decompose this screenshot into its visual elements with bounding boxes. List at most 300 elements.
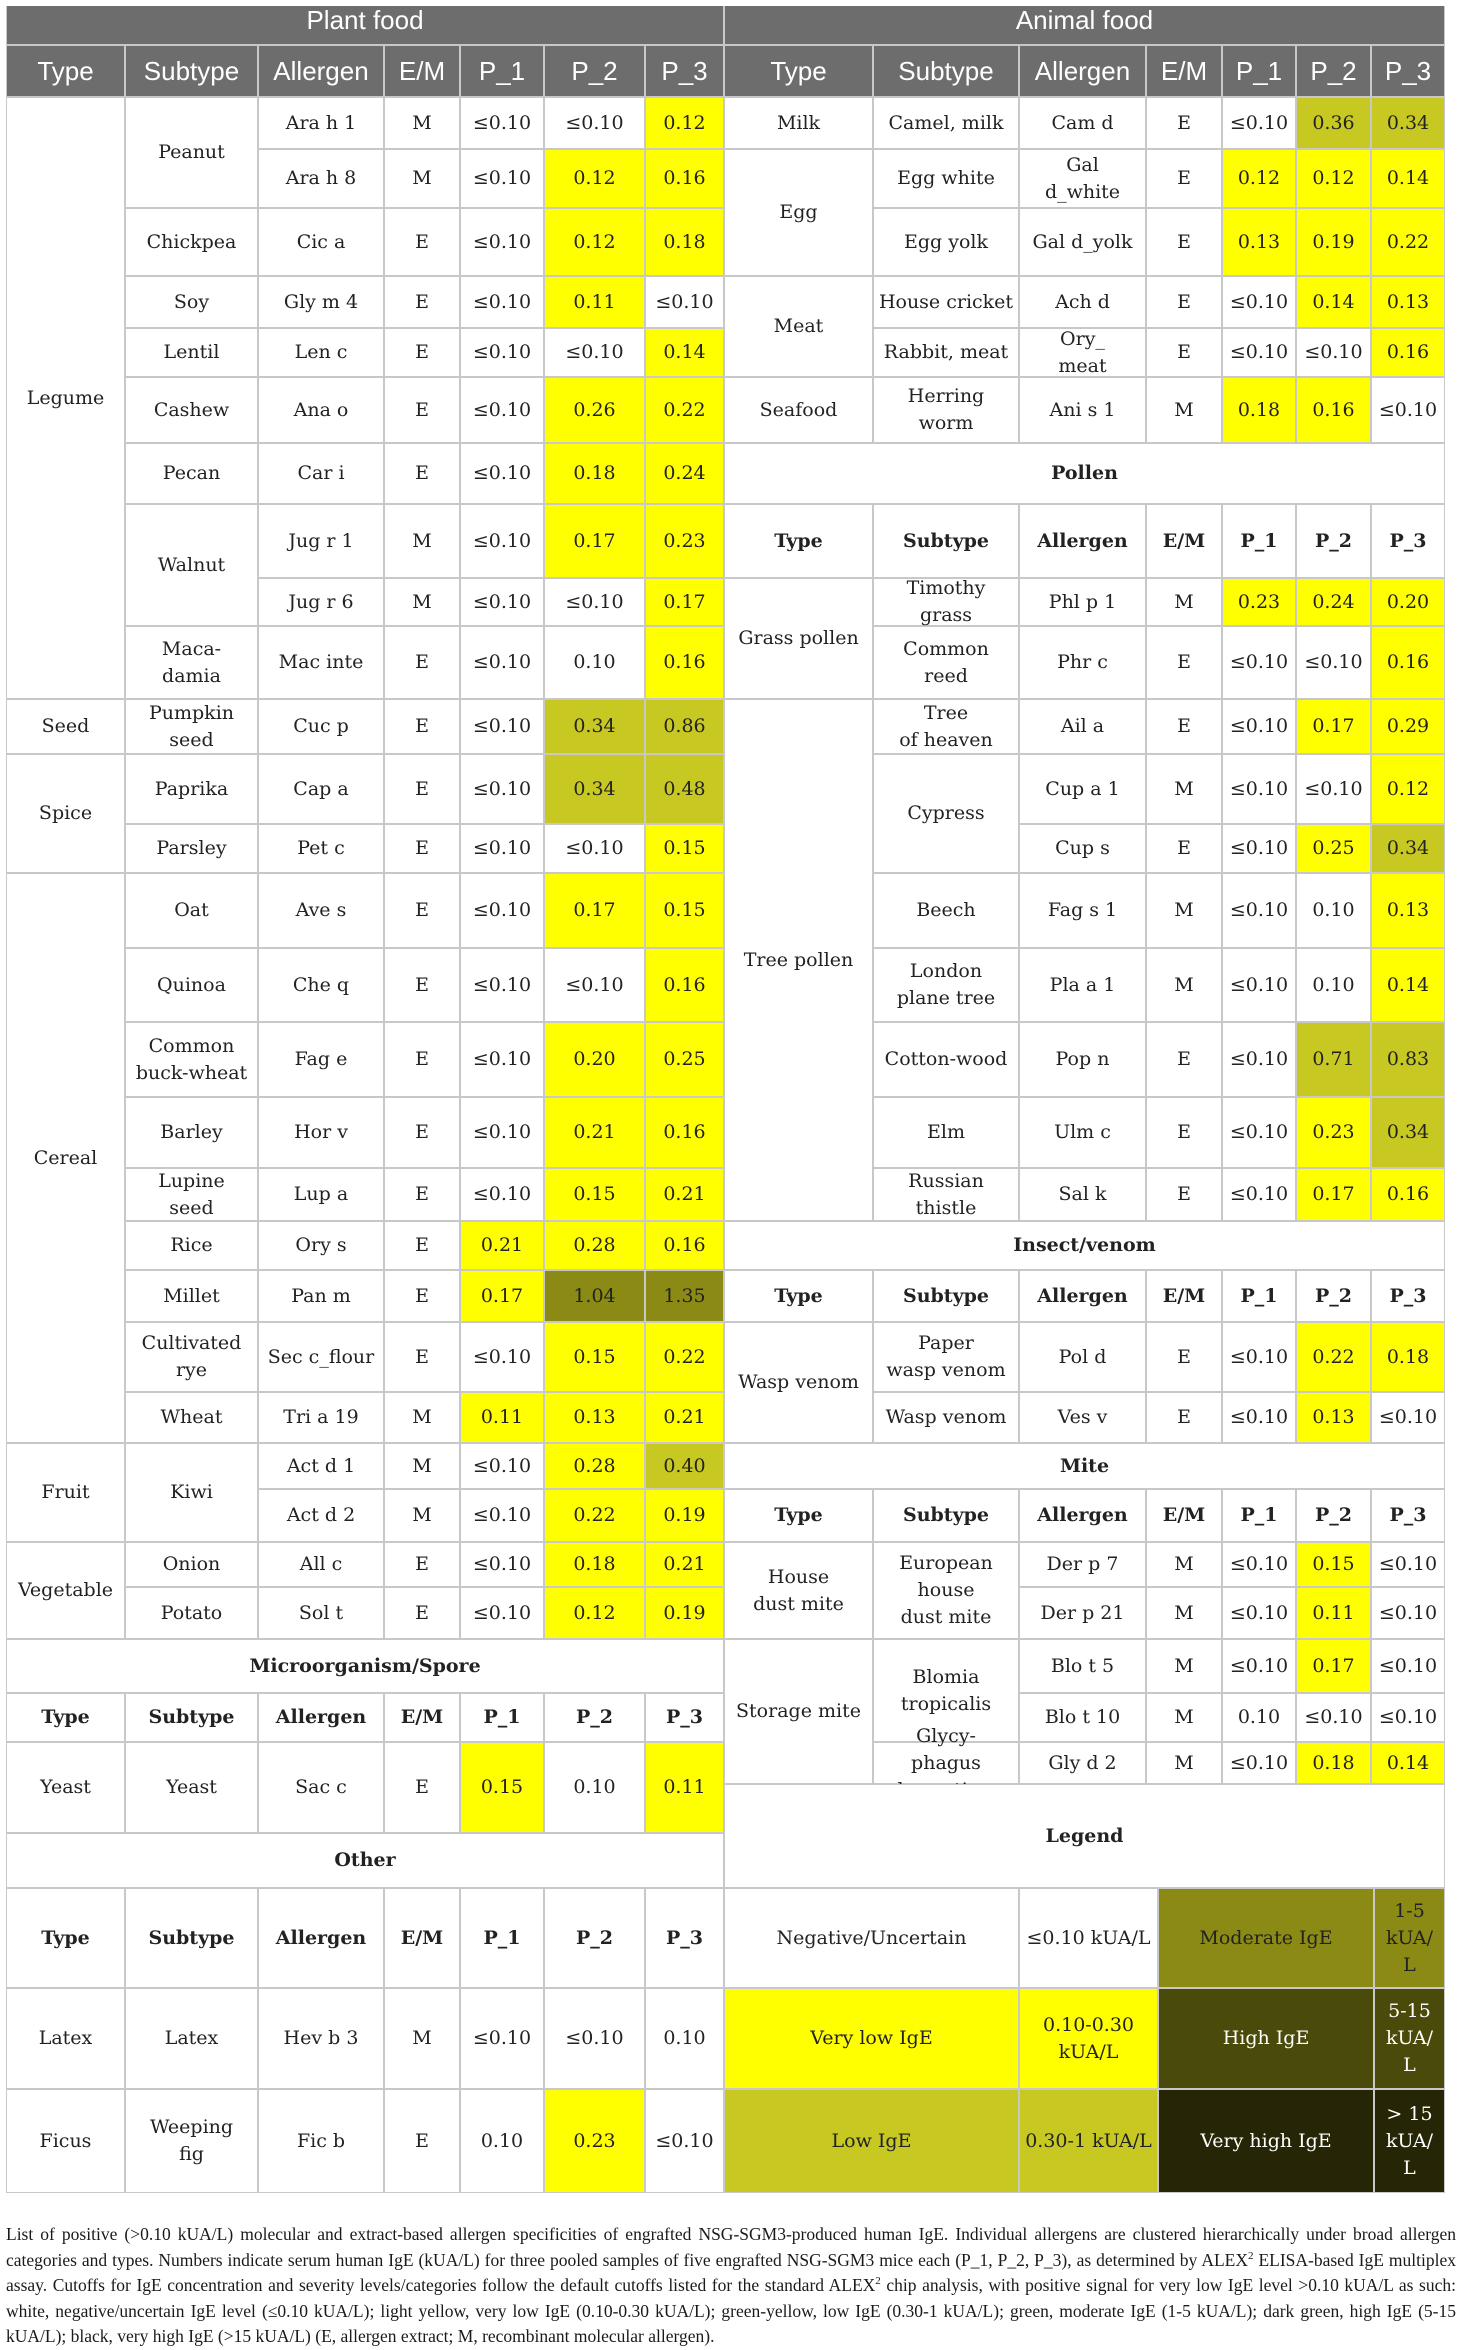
micro-col-p3: P_3 — [645, 1693, 724, 1742]
caption-superscript-1: 2 — [1247, 2249, 1254, 2262]
plant-row-21-allergen: Tri a 19 — [258, 1392, 384, 1443]
plant-row-5-allergen: Ana o — [258, 377, 384, 443]
other-title: Other — [6, 1833, 724, 1888]
animal-col-p2: P_2 — [1296, 45, 1371, 97]
insect-col-em: E/M — [1146, 1270, 1222, 1322]
plant-row-21-p1: 0.11 — [460, 1392, 544, 1443]
plant-subtype-20: Kiwi — [125, 1443, 258, 1542]
pollen-row-8-allergen: Ulm c — [1019, 1097, 1146, 1168]
animal-col-subtype: Subtype — [873, 45, 1019, 97]
animal-row-3-em: E — [1146, 276, 1222, 328]
mite-row-1-p2: 0.11 — [1296, 1587, 1371, 1639]
plant-col-subtype: Subtype — [125, 45, 258, 97]
mite-row-4-allergen: Gly d 2 — [1019, 1742, 1146, 1784]
micro-p2: 0.10 — [544, 1742, 645, 1833]
plant-subtype-18: Cultivated rye — [125, 1322, 258, 1392]
plant-row-0-p3: 0.12 — [645, 97, 724, 149]
plant-row-20-p3: 0.22 — [645, 1322, 724, 1392]
insect-col-p2: P_2 — [1296, 1270, 1371, 1322]
plant-row-15-allergen: Fag e — [258, 1022, 384, 1097]
mite-row-4-p3: 0.14 — [1371, 1742, 1445, 1784]
plant-row-20-p2: 0.15 — [544, 1322, 645, 1392]
animal-row-4-allergen: Ory_ meat — [1019, 328, 1146, 377]
animal-row-1-p2: 0.12 — [1296, 149, 1371, 208]
mite-row-1-em: M — [1146, 1587, 1222, 1639]
plant-row-16-p2: 0.21 — [544, 1097, 645, 1168]
other-p3-1: ≤0.10 — [645, 2089, 724, 2193]
plant-row-17-p3: 0.21 — [645, 1168, 724, 1221]
pollen-row-7-em: E — [1146, 1022, 1222, 1097]
plant-type-2: Spice — [6, 754, 125, 873]
pollen-row-9-p1: ≤0.10 — [1222, 1168, 1296, 1221]
insect-row-1-p2: 0.13 — [1296, 1392, 1371, 1443]
plant-row-22-p2: 0.28 — [544, 1443, 645, 1489]
plant-row-10-allergen: Cuc p — [258, 699, 384, 754]
pollen-row-5-p2: 0.10 — [1296, 873, 1371, 948]
pollen-row-5-em: M — [1146, 873, 1222, 948]
mite-row-2-allergen: Blo t 5 — [1019, 1639, 1146, 1693]
plant-row-9-em: E — [384, 626, 460, 699]
plant-row-6-em: E — [384, 443, 460, 504]
animal-subtype-5: Herring worm — [873, 377, 1019, 443]
pollen-row-3-p2: ≤0.10 — [1296, 754, 1371, 824]
pollen-row-2-em: E — [1146, 699, 1222, 754]
plant-row-1-p1: ≤0.10 — [460, 149, 544, 208]
plant-subtype-12: Quinoa — [125, 948, 258, 1022]
animal-row-3-allergen: Ach d — [1019, 276, 1146, 328]
mite-row-3-allergen: Blo t 10 — [1019, 1693, 1146, 1742]
plant-subtype-11: Oat — [125, 873, 258, 948]
plant-row-2-p3: 0.18 — [645, 208, 724, 276]
plant-row-13-p1: ≤0.10 — [460, 873, 544, 948]
mite-row-4-p2: 0.18 — [1296, 1742, 1371, 1784]
plant-row-2-p1: ≤0.10 — [460, 208, 544, 276]
mite-row-0-p3: ≤0.10 — [1371, 1542, 1445, 1587]
mite-row-3-p3: ≤0.10 — [1371, 1693, 1445, 1742]
plant-row-2-em: E — [384, 208, 460, 276]
plant-row-8-p1: ≤0.10 — [460, 578, 544, 626]
plant-subtype-4: Cashew — [125, 377, 258, 443]
other-p3-0: 0.10 — [645, 1988, 724, 2089]
plant-type-4: Fruit — [6, 1443, 125, 1542]
plant-subtype-15: Lupine seed — [125, 1168, 258, 1221]
animal-col-em: E/M — [1146, 45, 1222, 97]
plant-row-17-em: E — [384, 1168, 460, 1221]
animal-row-0-p1: ≤0.10 — [1222, 97, 1296, 149]
pollen-col-p1: P_1 — [1222, 504, 1296, 578]
plant-row-23-p3: 0.19 — [645, 1489, 724, 1542]
mite-row-2-p2: 0.17 — [1296, 1639, 1371, 1693]
insect-row-1-p1: ≤0.10 — [1222, 1392, 1296, 1443]
plant-row-1-p3: 0.16 — [645, 149, 724, 208]
pollen-subtype-7: Elm — [873, 1097, 1019, 1168]
animal-row-1-em: E — [1146, 149, 1222, 208]
plant-row-12-p1: ≤0.10 — [460, 824, 544, 873]
legend-label-5: Very high IgE — [1158, 2089, 1374, 2193]
pollen-row-1-p1: ≤0.10 — [1222, 626, 1296, 699]
pollen-subtype-8: Russian thistle — [873, 1168, 1019, 1221]
other-col-p1: P_1 — [460, 1888, 544, 1988]
mite-row-1-allergen: Der p 21 — [1019, 1587, 1146, 1639]
plant-row-25-allergen: Sol t — [258, 1587, 384, 1639]
animal-col-p1: P_1 — [1222, 45, 1296, 97]
animal-row-0-em: E — [1146, 97, 1222, 149]
plant-row-9-p2: 0.10 — [544, 626, 645, 699]
mite-col-allergen: Allergen — [1019, 1489, 1146, 1542]
plant-row-17-allergen: Lup a — [258, 1168, 384, 1221]
pollen-row-7-p2: 0.71 — [1296, 1022, 1371, 1097]
micro-col-subtype: Subtype — [125, 1693, 258, 1742]
animal-row-5-p3: ≤0.10 — [1371, 377, 1445, 443]
pollen-subtype-1: Common reed — [873, 626, 1019, 699]
plant-row-1-em: M — [384, 149, 460, 208]
plant-row-11-allergen: Cap a — [258, 754, 384, 824]
plant-row-5-p1: ≤0.10 — [460, 377, 544, 443]
plant-row-19-allergen: Pan m — [258, 1270, 384, 1322]
other-subtype-1: Weeping fig — [125, 2089, 258, 2193]
animal-row-4-p3: 0.16 — [1371, 328, 1445, 377]
plant-row-11-p2: 0.34 — [544, 754, 645, 824]
pollen-row-9-allergen: Sal k — [1019, 1168, 1146, 1221]
insect-row-1-p3: ≤0.10 — [1371, 1392, 1445, 1443]
plant-row-7-em: M — [384, 504, 460, 578]
plant-row-14-em: E — [384, 948, 460, 1022]
pollen-row-0-p2: 0.24 — [1296, 578, 1371, 626]
plant-row-16-em: E — [384, 1097, 460, 1168]
mite-row-3-p2: ≤0.10 — [1296, 1693, 1371, 1742]
plant-row-1-allergen: Ara h 8 — [258, 149, 384, 208]
plant-row-25-p1: ≤0.10 — [460, 1587, 544, 1639]
pollen-row-5-p1: ≤0.10 — [1222, 873, 1296, 948]
plant-col-p2: P_2 — [544, 45, 645, 97]
plant-subtype-13: Common buck-wheat — [125, 1022, 258, 1097]
plant-row-11-p3: 0.48 — [645, 754, 724, 824]
plant-row-21-p2: 0.13 — [544, 1392, 645, 1443]
plant-row-9-p3: 0.16 — [645, 626, 724, 699]
animal-row-3-p3: 0.13 — [1371, 276, 1445, 328]
plant-row-16-p1: ≤0.10 — [460, 1097, 544, 1168]
other-p2-1: 0.23 — [544, 2089, 645, 2193]
plant-row-8-allergen: Jug r 6 — [258, 578, 384, 626]
mite-row-3-p1: 0.10 — [1222, 1693, 1296, 1742]
mite-subtype-0: European house dust mite — [873, 1542, 1019, 1639]
animal-col-p3: P_3 — [1371, 45, 1445, 97]
plant-row-10-em: E — [384, 699, 460, 754]
micro-subtype: Yeast — [125, 1742, 258, 1833]
plant-row-4-p3: 0.14 — [645, 328, 724, 377]
plant-row-18-em: E — [384, 1221, 460, 1270]
pollen-col-subtype: Subtype — [873, 504, 1019, 578]
animal-row-5-p1: 0.18 — [1222, 377, 1296, 443]
plant-row-7-allergen: Jug r 1 — [258, 504, 384, 578]
plant-subtype-5: Pecan — [125, 443, 258, 504]
plant-row-10-p2: 0.34 — [544, 699, 645, 754]
plant-row-11-p1: ≤0.10 — [460, 754, 544, 824]
pollen-row-6-p1: ≤0.10 — [1222, 948, 1296, 1022]
insect-row-0-p2: 0.22 — [1296, 1322, 1371, 1392]
plant-col-allergen: Allergen — [258, 45, 384, 97]
plant-row-24-allergen: All c — [258, 1542, 384, 1587]
pollen-row-4-p2: 0.25 — [1296, 824, 1371, 873]
other-col-p3: P_3 — [645, 1888, 724, 1988]
mite-row-2-em: M — [1146, 1639, 1222, 1693]
plant-row-3-p2: 0.11 — [544, 276, 645, 328]
pollen-row-5-allergen: Fag s 1 — [1019, 873, 1146, 948]
animal-row-5-allergen: Ani s 1 — [1019, 377, 1146, 443]
plant-subtype-3: Lentil — [125, 328, 258, 377]
plant-subtype-21: Onion — [125, 1542, 258, 1587]
plant-row-17-p2: 0.15 — [544, 1168, 645, 1221]
pollen-row-9-p3: 0.16 — [1371, 1168, 1445, 1221]
legend-range-1: 0.10-0.30 kUA/L — [1019, 1988, 1158, 2089]
other-col-type: Type — [6, 1888, 125, 1988]
mite-col-em: E/M — [1146, 1489, 1222, 1542]
plant-row-18-p3: 0.16 — [645, 1221, 724, 1270]
pollen-row-6-em: M — [1146, 948, 1222, 1022]
pollen-row-8-p2: 0.23 — [1296, 1097, 1371, 1168]
pollen-row-4-p3: 0.34 — [1371, 824, 1445, 873]
plant-row-24-p2: 0.18 — [544, 1542, 645, 1587]
plant-row-11-em: E — [384, 754, 460, 824]
pollen-row-2-allergen: Ail a — [1019, 699, 1146, 754]
pollen-row-8-p1: ≤0.10 — [1222, 1097, 1296, 1168]
micro-p1: 0.15 — [460, 1742, 544, 1833]
mite-col-subtype: Subtype — [873, 1489, 1019, 1542]
plant-row-15-p2: 0.20 — [544, 1022, 645, 1097]
plant-row-5-p3: 0.22 — [645, 377, 724, 443]
mite-type-1: Storage mite — [724, 1639, 873, 1784]
mite-row-0-p1: ≤0.10 — [1222, 1542, 1296, 1587]
animal-type-2: Meat — [724, 276, 873, 377]
plant-row-4-allergen: Len c — [258, 328, 384, 377]
plant-subtype-8: Pumpkin seed — [125, 699, 258, 754]
animal-row-5-p2: 0.16 — [1296, 377, 1371, 443]
other-allergen-1: Fic b — [258, 2089, 384, 2193]
animal-subtype-4: Rabbit, meat — [873, 328, 1019, 377]
caption-part-3: chip analysis, with positive signal for very low IgE level >0.10 kUA/L as such: white, negative/uncertain IgE level (≤0.10 kUA/L); light yellow, very low IgE (0.10-0.30 kUA/L); green-yellow, low IgE (0.30-1 kUA/L); green, moderate IgE (1-5 kUA/L); dark green, high IgE (5-15 kUA/L); black, very high IgE (>15 kUA/L) (E, allergen extract; M, recombinant molecular allergen). — [6, 2275, 1456, 2346]
legend-label-4: High IgE — [1158, 1988, 1374, 2089]
animal-type-0: Milk — [724, 97, 873, 149]
mite-row-2-p1: ≤0.10 — [1222, 1639, 1296, 1693]
mite-title: Mite — [724, 1443, 1445, 1489]
pollen-row-0-em: M — [1146, 578, 1222, 626]
plant-row-13-em: E — [384, 873, 460, 948]
plant-row-15-p1: ≤0.10 — [460, 1022, 544, 1097]
plant-row-21-p3: 0.21 — [645, 1392, 724, 1443]
plant-row-3-allergen: Gly m 4 — [258, 276, 384, 328]
plant-row-23-p2: 0.22 — [544, 1489, 645, 1542]
plant-row-0-em: M — [384, 97, 460, 149]
animal-row-0-allergen: Cam d — [1019, 97, 1146, 149]
micro-p3: 0.11 — [645, 1742, 724, 1833]
pollen-row-9-p2: 0.17 — [1296, 1168, 1371, 1221]
animal-subtype-1: Egg white — [873, 149, 1019, 208]
plant-subtype-2: Soy — [125, 276, 258, 328]
plant-row-12-allergen: Pet c — [258, 824, 384, 873]
pollen-row-2-p1: ≤0.10 — [1222, 699, 1296, 754]
plant-row-0-p2: ≤0.10 — [544, 97, 645, 149]
plant-row-22-p1: ≤0.10 — [460, 1443, 544, 1489]
insect-row-1-em: E — [1146, 1392, 1222, 1443]
plant-row-9-p1: ≤0.10 — [460, 626, 544, 699]
plant-row-18-p2: 0.28 — [544, 1221, 645, 1270]
caption-superscript-2: 2 — [875, 2275, 881, 2288]
plant-row-6-p1: ≤0.10 — [460, 443, 544, 504]
plant-row-4-p2: ≤0.10 — [544, 328, 645, 377]
pollen-row-5-p3: 0.13 — [1371, 873, 1445, 948]
table-caption — [6, 2222, 1456, 2350]
insect-row-0-p1: ≤0.10 — [1222, 1322, 1296, 1392]
insect-row-0-allergen: Pol d — [1019, 1322, 1146, 1392]
legend-title: Legend — [724, 1784, 1445, 1888]
other-type-0: Latex — [6, 1988, 125, 2089]
animal-row-1-allergen: Gal d_white — [1019, 149, 1146, 208]
plant-type-1: Seed — [6, 699, 125, 754]
plant-subtype-17: Millet — [125, 1270, 258, 1322]
pollen-row-6-p2: 0.10 — [1296, 948, 1371, 1022]
pollen-row-4-p1: ≤0.10 — [1222, 824, 1296, 873]
pollen-row-7-p1: ≤0.10 — [1222, 1022, 1296, 1097]
micro-col-p1: P_1 — [460, 1693, 544, 1742]
plant-row-7-p3: 0.23 — [645, 504, 724, 578]
plant-row-7-p1: ≤0.10 — [460, 504, 544, 578]
plant-row-19-em: E — [384, 1270, 460, 1322]
plant-row-3-p3: ≤0.10 — [645, 276, 724, 328]
mite-subtype-2: phagus — [873, 1742, 1019, 1784]
plant-row-13-allergen: Ave s — [258, 873, 384, 948]
pollen-col-em: E/M — [1146, 504, 1222, 578]
animal-row-4-p2: ≤0.10 — [1296, 328, 1371, 377]
animal-row-2-p3: 0.22 — [1371, 208, 1445, 276]
insect-col-subtype: Subtype — [873, 1270, 1019, 1322]
plant-row-24-em: E — [384, 1542, 460, 1587]
animal-row-0-p3: 0.34 — [1371, 97, 1445, 149]
insect-row-0-p3: 0.18 — [1371, 1322, 1445, 1392]
pollen-subtype-5: London plane tree — [873, 948, 1019, 1022]
animal-col-allergen: Allergen — [1019, 45, 1146, 97]
animal-row-4-p1: ≤0.10 — [1222, 328, 1296, 377]
mite-row-0-allergen: Der p 7 — [1019, 1542, 1146, 1587]
animal-subtype-2: Egg yolk — [873, 208, 1019, 276]
mite-row-4-em: M — [1146, 1742, 1222, 1784]
plant-row-12-em: E — [384, 824, 460, 873]
plant-row-15-em: E — [384, 1022, 460, 1097]
pollen-row-2-p2: 0.17 — [1296, 699, 1371, 754]
legend-range-2: 0.30-1 kUA/L — [1019, 2089, 1158, 2193]
legend-label-0: Negative/Uncertain — [724, 1888, 1019, 1988]
other-col-p2: P_2 — [544, 1888, 645, 1988]
plant-col-p1: P_1 — [460, 45, 544, 97]
plant-row-14-allergen: Che q — [258, 948, 384, 1022]
pollen-row-6-p3: 0.14 — [1371, 948, 1445, 1022]
pollen-row-0-allergen: Phl p 1 — [1019, 578, 1146, 626]
insect-subtype-0: Paper wasp venom — [873, 1322, 1019, 1392]
plant-col-type: Type — [6, 45, 125, 97]
plant-row-12-p2: ≤0.10 — [544, 824, 645, 873]
caption-part-1: List of positive (>0.10 kUA/L) molecular and extract-based allergen specificities of engrafted NSG-SGM3-produced human IgE. Individual allergens are clustered hierarchically under broad allergen categories and types. Numbers indicate serum human IgE (kUA/L) for three pooled samples of five engrafted NSG-SGM3 mice each (P_1, P_2, P_3), as determined by ALEX — [6, 2224, 1456, 2270]
plant-row-21-em: M — [384, 1392, 460, 1443]
plant-row-8-p3: 0.17 — [645, 578, 724, 626]
mite-col-p2: P_2 — [1296, 1489, 1371, 1542]
plant-row-12-p3: 0.15 — [645, 824, 724, 873]
plant-row-14-p3: 0.16 — [645, 948, 724, 1022]
plant-row-3-em: E — [384, 276, 460, 328]
plant-type-0: Legume — [6, 97, 125, 699]
allergen-table — [6, 6, 1454, 2220]
plant-row-4-em: E — [384, 328, 460, 377]
pollen-row-4-em: E — [1146, 824, 1222, 873]
other-col-em: E/M — [384, 1888, 460, 1988]
plant-row-23-em: M — [384, 1489, 460, 1542]
plant-row-23-p1: ≤0.10 — [460, 1489, 544, 1542]
plant-row-25-em: E — [384, 1587, 460, 1639]
pollen-row-3-allergen: Cup a 1 — [1019, 754, 1146, 824]
plant-subtype-16: Rice — [125, 1221, 258, 1270]
pollen-row-3-p3: 0.12 — [1371, 754, 1445, 824]
plant-row-17-p1: ≤0.10 — [460, 1168, 544, 1221]
micro-title: Microorganism/Spore — [6, 1639, 724, 1693]
plant-row-22-em: M — [384, 1443, 460, 1489]
animal-col-type: Type — [724, 45, 873, 97]
plant-row-14-p2: ≤0.10 — [544, 948, 645, 1022]
animal-row-2-allergen: Gal d_yolk — [1019, 208, 1146, 276]
mite-row-2-p3: ≤0.10 — [1371, 1639, 1445, 1693]
plant-row-25-p2: 0.12 — [544, 1587, 645, 1639]
plant-row-25-p3: 0.19 — [645, 1587, 724, 1639]
other-p2-0: ≤0.10 — [544, 1988, 645, 2089]
plant-row-0-p1: ≤0.10 — [460, 97, 544, 149]
pollen-type-0: Grass pollen — [724, 578, 873, 699]
animal-subtype-3: House cricket — [873, 276, 1019, 328]
pollen-row-1-p3: 0.16 — [1371, 626, 1445, 699]
plant-row-0-allergen: Ara h 1 — [258, 97, 384, 149]
legend-range-3: 1-5 kUA/ L — [1374, 1888, 1445, 1988]
legend-range-5: > 15 kUA/ L — [1374, 2089, 1445, 2193]
plant-subtype-19: Wheat — [125, 1392, 258, 1443]
plant-row-20-em: E — [384, 1322, 460, 1392]
plant-row-6-p3: 0.24 — [645, 443, 724, 504]
plant-col-em: E/M — [384, 45, 460, 97]
pollen-row-1-p2: ≤0.10 — [1296, 626, 1371, 699]
plant-row-1-p2: 0.12 — [544, 149, 645, 208]
animal-subtype-0: Camel, milk — [873, 97, 1019, 149]
plant-row-5-p2: 0.26 — [544, 377, 645, 443]
other-col-allergen: Allergen — [258, 1888, 384, 1988]
micro-em: E — [384, 1742, 460, 1833]
plant-row-20-allergen: Sec c_flour — [258, 1322, 384, 1392]
plant-row-20-p1: ≤0.10 — [460, 1322, 544, 1392]
pollen-row-0-p1: 0.23 — [1222, 578, 1296, 626]
plant-row-10-p1: ≤0.10 — [460, 699, 544, 754]
plant-row-5-em: E — [384, 377, 460, 443]
pollen-row-6-allergen: Pla a 1 — [1019, 948, 1146, 1022]
plant-subtype-1: Chickpea — [125, 208, 258, 276]
plant-food-header: Plant food — [6, 6, 724, 45]
plant-row-8-p2: ≤0.10 — [544, 578, 645, 626]
plant-row-18-allergen: Ory s — [258, 1221, 384, 1270]
plant-subtype-7: Maca- damia — [125, 626, 258, 699]
plant-row-22-allergen: Act d 1 — [258, 1443, 384, 1489]
pollen-title: Pollen — [724, 443, 1445, 504]
animal-row-1-p3: 0.14 — [1371, 149, 1445, 208]
plant-row-19-p2: 1.04 — [544, 1270, 645, 1322]
plant-row-24-p3: 0.21 — [645, 1542, 724, 1587]
micro-col-allergen: Allergen — [258, 1693, 384, 1742]
plant-row-19-p1: 0.17 — [460, 1270, 544, 1322]
micro-col-p2: P_2 — [544, 1693, 645, 1742]
legend-label-1: Very low IgE — [724, 1988, 1019, 2089]
pollen-row-7-p3: 0.83 — [1371, 1022, 1445, 1097]
